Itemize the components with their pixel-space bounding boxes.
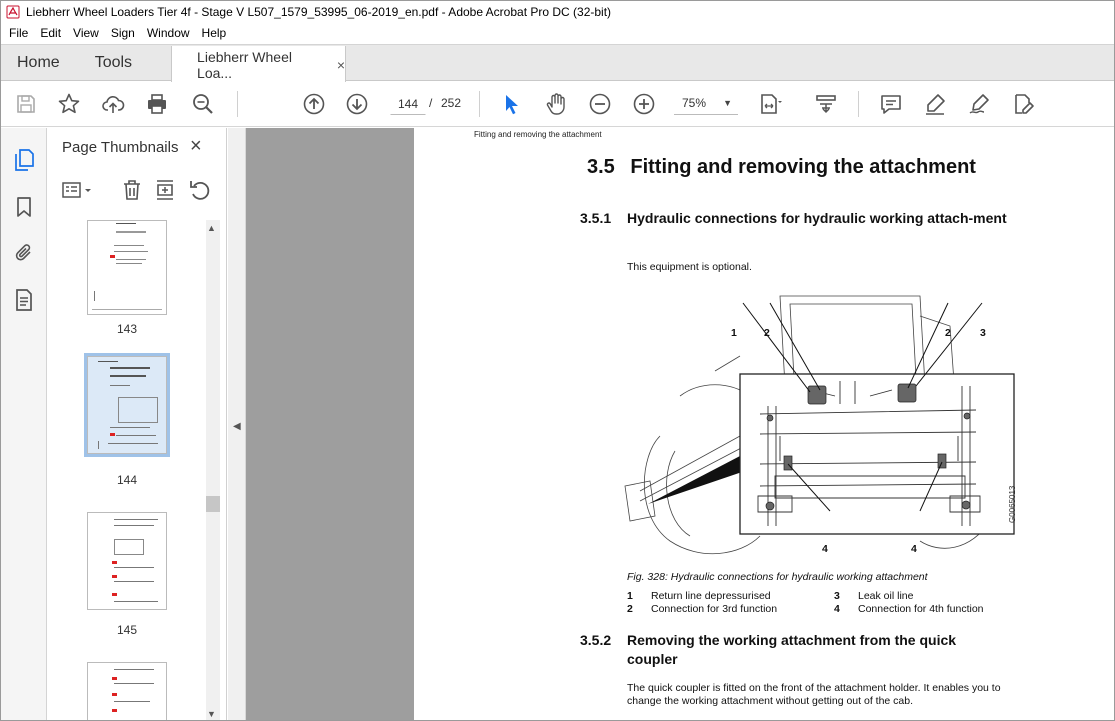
upload-icon[interactable]	[101, 92, 125, 116]
main-toolbar	[1, 82, 1114, 127]
zoom-level-value: 75%	[682, 96, 707, 110]
scroll-down-icon[interactable]: ▼	[207, 709, 216, 719]
section-number: 3.5	[587, 156, 615, 178]
save-icon[interactable]	[14, 92, 38, 116]
toolbar-divider	[858, 91, 859, 117]
left-nav-rail	[1, 128, 47, 721]
attachments-icon[interactable]	[12, 241, 36, 265]
thumbnail-page-143[interactable]	[87, 220, 167, 315]
tab-tools[interactable]: Tools	[94, 53, 133, 71]
thumbnail-page-146[interactable]	[87, 662, 167, 721]
page-up-icon[interactable]	[302, 92, 326, 116]
print-icon[interactable]	[145, 92, 169, 116]
legend-number: 1	[627, 590, 633, 602]
menu-file[interactable]: File	[9, 26, 29, 40]
sign-icon[interactable]	[967, 92, 991, 116]
panel-title: Page Thumbnails	[62, 139, 179, 156]
callout-2-right: 2	[945, 327, 951, 339]
thumbnails-scrollbar-thumb[interactable]	[206, 496, 220, 512]
acrobat-app-icon	[6, 5, 20, 19]
callout-3: 3	[980, 327, 986, 339]
page-down-icon[interactable]	[345, 92, 369, 116]
select-cursor-icon[interactable]	[500, 92, 524, 116]
section-heading	[587, 156, 976, 179]
thumbnail-options-icon[interactable]	[61, 178, 85, 202]
tab-bar	[1, 44, 1114, 81]
page-thumbnails-icon[interactable]	[12, 148, 36, 172]
close-icon[interactable]: ×	[190, 135, 202, 157]
highlight-icon[interactable]	[923, 92, 947, 116]
legend-number: 4	[834, 603, 840, 615]
optional-note: This equipment is optional.	[627, 261, 752, 273]
figure-code: G0065013	[1008, 485, 1017, 523]
legend-text: Return line depressurised	[651, 590, 771, 602]
panel-collapse-strip[interactable]	[228, 128, 246, 721]
thumbnail-page-145[interactable]	[87, 512, 167, 610]
menu-sign[interactable]: Sign	[110, 26, 135, 40]
callout-4-left: 4	[822, 543, 828, 555]
callout-2-left: 2	[764, 327, 770, 339]
thumbnail-label: 145	[116, 623, 138, 637]
subsection-number: 3.5.1	[580, 210, 612, 226]
menu-window[interactable]: Window	[146, 26, 190, 40]
comment-icon[interactable]	[879, 92, 903, 116]
thumbnails-scrollbar[interactable]	[206, 220, 220, 721]
callout-1: 1	[731, 327, 737, 339]
hydraulic-connections-figure	[620, 286, 1040, 564]
chevron-down-icon: ▼	[723, 98, 732, 108]
zoom-in-icon[interactable]	[632, 92, 656, 116]
legend-text: Connection for 3rd function	[651, 603, 778, 615]
tab-document[interactable]	[171, 46, 346, 83]
figure-caption: Fig. 328: Hydraulic connections for hydraulic working attachment	[627, 571, 928, 583]
thumbnail-label: 143	[116, 322, 138, 336]
current-page-input[interactable]: 144	[390, 92, 426, 115]
window-title: Liebherr Wheel Loaders Tier 4f - Stage V L507_1579_53995_06-2019_en.pdf - Adobe Acrobat Pro DC (32-bit)	[26, 5, 612, 19]
legend-text: Connection for 4th function	[858, 603, 984, 615]
menu-edit[interactable]: Edit	[40, 26, 62, 40]
page-thumbnails-panel	[47, 128, 227, 721]
bookmark-star-icon[interactable]	[57, 92, 81, 116]
scroll-up-icon[interactable]: ▲	[207, 223, 216, 233]
extract-page-icon[interactable]	[153, 178, 177, 202]
callout-4-right: 4	[911, 543, 917, 555]
toolbar-divider	[237, 91, 238, 117]
section-title: Fitting and removing the attachment	[630, 156, 976, 178]
page-separator: /	[429, 96, 433, 110]
zoom-level-select[interactable]	[674, 92, 738, 115]
legend-number: 3	[834, 590, 840, 602]
subsection-number: 3.5.2	[580, 632, 612, 648]
legend-number: 2	[627, 603, 633, 615]
total-pages: 252	[441, 96, 462, 110]
document-viewport[interactable]	[246, 128, 1114, 721]
collapse-panel-icon[interactable]: ◀	[233, 421, 241, 432]
rotate-page-icon[interactable]	[188, 178, 212, 202]
document-properties-icon[interactable]	[12, 288, 36, 312]
thumbnail-label: 144	[116, 473, 138, 487]
zoom-search-icon[interactable]	[191, 92, 215, 116]
zoom-out-icon[interactable]	[588, 92, 612, 116]
delete-page-icon[interactable]	[120, 178, 144, 202]
menu-bar	[1, 23, 1114, 43]
subsection-title: Removing the working attachment from the quick coupler	[627, 632, 957, 667]
legend-text: Leak oil line	[858, 590, 914, 602]
title-bar	[1, 1, 1114, 23]
menu-view[interactable]: View	[73, 26, 99, 40]
fit-page-icon[interactable]	[758, 92, 782, 116]
hand-icon[interactable]	[544, 92, 568, 116]
tab-home[interactable]: Home	[17, 53, 60, 71]
pdf-page	[414, 128, 1114, 721]
scroll-mode-icon[interactable]	[814, 92, 838, 116]
bookmarks-icon[interactable]	[12, 195, 36, 219]
tab-document-label: Liebherr Wheel Loa...	[197, 48, 292, 81]
subsection-title: Hydraulic connections for hydraulic working attach-ment	[627, 210, 1007, 226]
tab-close-icon[interactable]: ×	[336, 56, 346, 73]
menu-help[interactable]: Help	[201, 26, 227, 40]
running-head: Fitting and removing the attachment	[474, 130, 602, 139]
edit-pdf-icon[interactable]	[1011, 92, 1035, 116]
toolbar-divider	[479, 91, 480, 117]
thumbnail-page-144[interactable]	[87, 356, 167, 454]
paragraph: The quick coupler is fitted on the front of the attachment holder. It enables you to change the working attachment without getting out of the cab.	[627, 682, 1001, 707]
